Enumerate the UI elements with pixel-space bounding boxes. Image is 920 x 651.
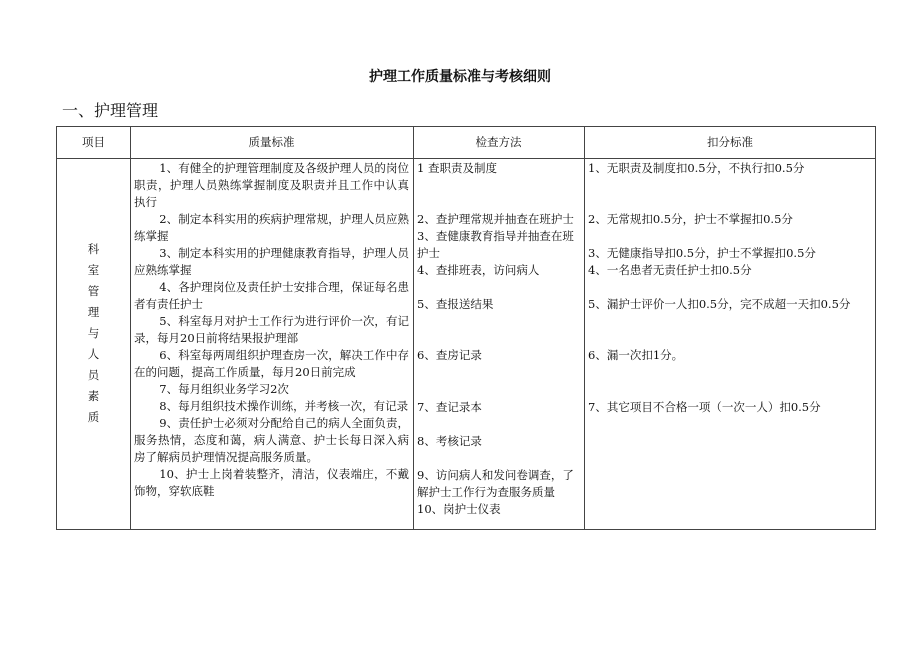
methods-cell <box>413 159 584 529</box>
document-title: 护理工作质量标准与考核细则 <box>369 69 551 85</box>
method-item: 6、查房记录 <box>417 348 482 362</box>
method-item: 2、查护理常规并抽查在班护士 <box>417 212 574 226</box>
deduction-item: 5、漏护士评价一人扣0.5分，完不成超一天扣0.5分 <box>588 297 851 311</box>
header-method: 检查方法 <box>475 135 522 149</box>
header-standard: 质量标准 <box>248 135 295 149</box>
deduction-item: 1、无职责及制度扣0.5分，不执行扣0.5分 <box>588 161 805 175</box>
standards-cell <box>130 159 413 529</box>
item-cell <box>57 159 130 529</box>
method-item: 4、查排班表，访问病人 <box>417 263 540 277</box>
method-item: 8、考核记录 <box>417 434 482 448</box>
method-item: 7、查记录本 <box>417 400 482 414</box>
standard-item: 5、科室每月对护士工作行为进行评价一次，有记录，每月20日前将结果报护理部 <box>134 314 409 345</box>
method-item: 1 查职责及制度 <box>417 161 497 175</box>
deduction-item: 4、一名患者无责任护士扣0.5分 <box>588 263 752 277</box>
deductions-cell <box>584 159 876 529</box>
standard-item: 4、各护理岗位及责任护士安排合理，保证每名患者有责任护士 <box>134 280 409 311</box>
method-item: 5、查报送结果 <box>417 297 494 311</box>
item-label: 科室管理与人员素质 <box>87 242 100 424</box>
assessment-table <box>56 126 876 530</box>
standard-item: 2、制定本科实用的疾病护理常规，护理人员应熟练掌握 <box>134 212 409 243</box>
standard-item: 1、有健全的护理管理制度及各级护理人员的岗位职责，护理人员熟练掌握制度及职责并且工作中认真执行 <box>134 161 409 209</box>
method-item: 3、查健康教育指导并抽查在班护士 <box>417 229 574 260</box>
header-item: 项目 <box>82 135 105 149</box>
deduction-item: 6、漏一次扣1分。 <box>588 348 684 362</box>
standard-item: 10、护士上岗着装整齐，清洁，仪表端庄，不戴饰物，穿软底鞋 <box>134 467 409 498</box>
header-deduction: 扣分标准 <box>707 135 753 149</box>
standard-item: 9、责任护士必须对分配给自己的病人全面负责，服务热情，态度和蔼，病人满意、护士长每日深入病房了解病员护理情况提高服务质量。 <box>134 416 409 464</box>
standard-item: 6、科室每两周组织护理查房一次，解决工作中存在的问题，提高工作质量，每月20日前完成 <box>134 348 409 379</box>
standard-item: 8、每月组织技术操作训练，并考核一次，有记录 <box>159 399 409 413</box>
section-heading: 一、护理管理 <box>62 101 159 120</box>
deduction-item: 7、其它项目不合格一项（一次一人）扣0.5分 <box>588 400 821 414</box>
deduction-item: 3、无健康指导扣0.5分，护士不掌握扣0.5分 <box>588 246 816 260</box>
method-item: 9、访问病人和发问卷调查，了解护士工作行为查服务质量 <box>417 468 574 499</box>
method-item: 10、岗护士仪表 <box>417 502 501 516</box>
standard-item: 7、每月组织业务学习2次 <box>159 382 289 396</box>
standard-item: 3、制定本科实用的护理健康教育指导，护理人员应熟练掌握 <box>134 246 409 277</box>
deduction-item: 2、无常规扣0.5分，护士不掌握扣0.5分 <box>588 212 793 226</box>
